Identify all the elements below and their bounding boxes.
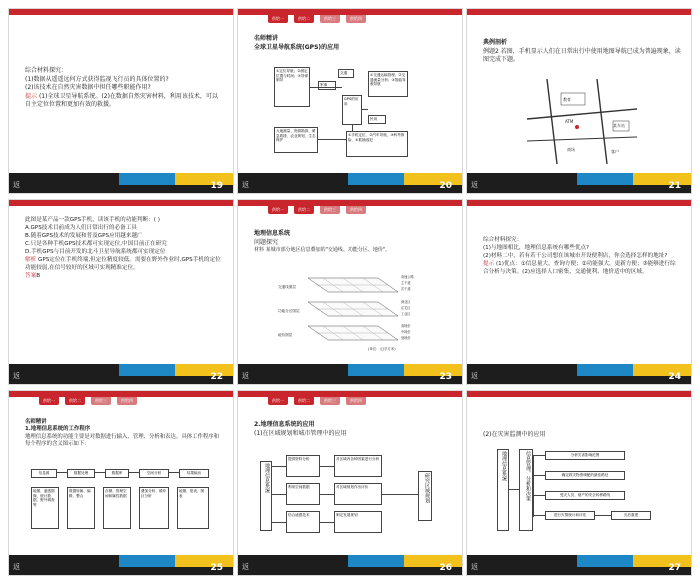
slide-footer [9,173,233,193]
footer-blue-block [119,364,175,376]
footer-blue-block [119,555,175,567]
nav-tab[interactable]: 供给一 [268,15,288,23]
slide-topbar [467,200,691,206]
arrow [272,494,286,495]
arrow [533,455,545,456]
map-label: 客户 [611,149,619,154]
slide-content [25,216,223,360]
diagram-right: 对区域内各种因素进行分析 [334,455,382,477]
page-number: 20 [439,181,452,191]
text-line: 此图是某产品一款GPS手机，读该手机的功能判断：( ) [25,217,160,223]
step-box: 数据处理 [67,469,95,478]
nav-tab[interactable]: 供给三 [91,397,111,405]
street-map [527,79,637,164]
footer-yellow-block [633,555,691,567]
arrow [169,472,179,473]
footer-yellow-block [175,364,233,376]
arrow [129,472,139,473]
slide-footer [238,555,462,575]
arrow [320,466,334,467]
connector [318,139,346,140]
slide-title: 2.地理信息系统的应用 [254,421,315,428]
nav-tab[interactable]: 供给二 [294,397,314,405]
arrow [533,455,534,517]
footer-yellow-block [175,555,233,567]
slide-title: 地理信息系统 [254,230,291,237]
slide-topbar [467,391,691,397]
page-number: 26 [439,563,452,573]
nav-tab[interactable]: 供给二 [294,15,314,23]
back-label[interactable]: 返 [242,372,249,380]
slide-thumbnail-27[interactable] [466,390,692,576]
layer-label: 功能分区图层 [278,309,300,313]
slide-footer [467,364,691,384]
nav-tab[interactable]: 供给一 [39,397,59,405]
step-box: 信息源 [31,469,57,478]
footer-blue-block [577,364,633,376]
answer-label: 答案 [25,273,37,279]
nav-tab[interactable]: 供给一 [268,397,288,405]
page-number: 24 [668,372,681,382]
page-number: 23 [439,372,452,382]
option-b: B.随着GPS技术的发展和普及GPS应用越来越广 [25,233,143,239]
page-number: 25 [210,563,223,573]
diagram-row: 分析灾害影响范围 [545,451,625,460]
slide-topbar [9,9,233,15]
nav-tab[interactable]: 供给二 [65,397,85,405]
back-label[interactable]: 返 [13,181,20,189]
diagram-right: 制定发展规划 [334,511,382,533]
slide-topbar [467,9,691,15]
diagram-mid: 利用空间数据 [286,483,320,505]
legend-item: 工业区 [401,312,411,316]
diagram-box: 交通 [338,69,354,78]
arrow [533,515,545,516]
nav-tab[interactable]: 供给三 [320,206,340,214]
footer-blue-block [348,173,404,185]
slide-thumbnail-22[interactable] [8,199,234,385]
arrow [382,494,418,495]
layer-label: 地价图层 [278,333,293,337]
text-line: (2)该技术在自然灾害数据中担任哪些职能作用? [25,84,151,91]
step-box: 空间分析 [139,469,169,478]
slide-content [25,419,223,551]
note-box: 地图、报表、图表 [177,487,209,529]
slide-subtitle: 1.地理信息系统的工作程序 [25,426,91,433]
slide-subtitle: 全球卫星导航系统(GPS)的应用 [254,43,340,51]
nav-tab[interactable]: 供给四 [117,397,137,405]
back-label[interactable]: 返 [13,372,20,380]
diagram-box: 军事 [318,81,336,90]
slide-subtitle: 问题探究 [254,238,279,246]
note-box: 存储、管理空间和属性数据 [103,487,131,529]
hint [25,93,223,110]
arrow [272,466,286,467]
diagram-right: 灾后重建 [611,511,651,520]
nav-tab[interactable]: 供给一 [268,206,288,214]
slide-thumbnail-23[interactable] [237,199,463,385]
hint-text: (1)优点：①信息量大，查询方便；②功能强大，更新方便；③能够进行综合分析与决策。(2)应选择人口密集、交通便利、地价适中的区域。 [483,261,676,275]
arrow [509,489,519,490]
footer-yellow-block [404,364,462,376]
back-label[interactable]: 返 [471,563,478,571]
nav-tab[interactable]: 供给四 [346,15,366,23]
footer-blue-block [348,364,404,376]
footer-yellow-block [175,173,233,185]
nav-tab[interactable]: 供给四 [346,397,366,405]
slide-footer [467,173,691,193]
slide-footer [9,364,233,384]
note-box: 叠加分析、缓冲区分析 [139,487,169,529]
back-label[interactable]: 返 [471,181,478,189]
footer-yellow-block [633,364,691,376]
step-box: 结果输出 [179,469,209,478]
hint-text: (1)全球卫星导航系统。(2)在数据自然灾害材料，利用该技术，可以自主定位位置和更加有效的救援。 [25,92,218,108]
legend-item: 商业区 [401,300,411,304]
slide-thumbnail-25[interactable] [8,390,234,576]
arrow [95,472,105,473]
arrow [57,472,67,473]
slide-thumbnail-20[interactable] [237,8,463,194]
diagram-right: 对区域规划作出评价 [334,483,382,505]
slide-footer [238,364,462,384]
text-line: (1)与地图相比，地理信息系统有哪些优点? [483,245,589,251]
slide-title: 名师精讲 [25,419,47,425]
footer-blue-block [577,173,633,185]
nav-tabs [268,206,366,214]
diagram-box: 民用 [368,115,386,124]
diagram-mid: 信息管理、分析和决策 [519,449,533,531]
slide-content [25,67,223,169]
slide-subtitle: (2)在灾害监测中的应用 [483,431,546,438]
layer-diagram [278,272,428,352]
footer-yellow-block [404,173,462,185]
arrow [595,515,611,516]
legend-item: 高地价 [401,324,411,328]
legend-item: 次干道 [401,287,411,291]
option-d: D.手机GPS与目前开发的北斗卫星导航系统都可实现定位 [25,249,166,255]
arrow [320,522,334,523]
slide-content [483,236,681,360]
text-line: (2)材料二中，若有若干公司想在该城市开设便利店，你会选择怎样的地址? [483,253,668,259]
back-label[interactable]: 返 [242,563,249,571]
nav-tab[interactable]: 供给四 [346,206,366,214]
slide-thumbnail-19[interactable] [8,8,234,194]
diagram-left: 地理信息系统 [497,449,509,531]
map-label: 商场 [567,147,575,152]
description: 地理信息系统的功能主要是对数据进行输入、管理、分析和表达。具体工作程序和每个程序的含义图示如下: [25,433,220,448]
diagram-mid: 提供资料分析 [286,455,320,477]
nav-tabs [39,397,137,405]
diagram-row: 进行灾情统计和评估 [545,511,595,520]
legend-item: 中地价 [401,330,411,334]
map-label: 某车站 [613,123,625,128]
connector [362,109,368,110]
back-label[interactable]: 返 [13,563,20,571]
legend-item: 住宅区 [401,306,411,310]
text-line: 综合材料探究： [25,67,68,74]
slide-thumbnail-24[interactable] [466,199,692,385]
arrow [533,475,545,476]
diagram-box: ①手机定位、②汽车导航、③科考探险、④抓捕逃犯 [346,131,408,157]
diagram-row: 确定救灾物资调配的最佳路径 [545,471,625,480]
question-text: 例题2 若图，手机显示人们在日常出行中使用地图导航已成为普遍现象，读图完成下题。 [483,47,681,63]
back-label[interactable]: 返 [242,181,249,189]
slide-title: 典例剖析 [483,39,508,46]
text-line: (1)数据从遥遥远何方式获得监视飞行员的具体位置的? [25,75,169,83]
diagram-left: 地理信息系统 [260,461,272,531]
answer [25,272,223,280]
footer-blue-block [577,555,633,567]
option-a: A.GPS技术目前成为人们日常出行的必备工具 [25,225,137,231]
legend-item: 主干道 [401,281,411,285]
analysis [25,256,223,272]
diagram-box: ①定位导航；②测定位置与时间；③导弹制导 [274,67,310,107]
footer-yellow-block [633,173,691,185]
nav-tab[interactable]: 供给二 [294,206,314,214]
answer-text: B [36,273,41,279]
diagram-center: GPS的应用 [342,95,362,125]
slide-footer [9,555,233,575]
slide-title: 名师精讲 [254,35,279,42]
slide-footer [467,555,691,575]
slide-thumbnail-21[interactable] [466,8,692,194]
nav-tabs [268,15,366,23]
note-box: 数据转换、编辑、整合 [67,487,95,529]
option-c: C.只是各种手机GPS技术都可实现定位,中国目前正在研究 [25,241,167,247]
arrow [272,522,286,523]
page-number: 22 [210,372,223,382]
page-number: 27 [668,563,681,573]
diagram-end: 研究区域规划 [418,471,432,521]
arrow [533,495,545,496]
back-label[interactable]: 返 [471,372,478,380]
arrow [320,494,334,495]
connector [310,87,342,88]
map-label: 教育 [563,97,571,102]
analysis-label: 解析 [25,257,37,263]
note-box: 地图、遥感图像、统计数据、野外调查等 [31,487,59,529]
diagram-caption: (单位：元/平方米) [368,347,396,351]
diagram-row: 受灾人员、财产的安全转移路线 [545,491,625,500]
slide-subtitle: (1)在区域规划和城市管理中的应用 [254,429,347,437]
hint-label: 提示 [25,92,38,100]
diagram-mid: 结合遥感技术 [286,511,320,533]
hint-label: 提示 [483,261,495,267]
slide-thumbnail-26[interactable] [237,390,463,576]
material-text: 材料 某城市部分地区信息叠加的"交通线、功能分区、地价"。 [254,247,391,253]
diagram-box: ①交通运输管理；②交通流量分析；③智能驾驶导航 [368,71,408,97]
footer-yellow-block [404,555,462,567]
legend-item: 高速公路 [401,275,414,279]
map-label: ATM [565,119,574,124]
nav-tab[interactable]: 供给三 [320,397,340,405]
footer-blue-block [348,555,404,567]
legend-item: 低地价 [401,336,411,340]
slide-footer [238,173,462,193]
footer-blue-block [119,173,175,185]
nav-tab[interactable]: 供给三 [320,15,340,23]
step-box: 数据库 [105,469,129,478]
hint [483,260,681,276]
analysis-text: GPS定位在手机终端,但定位精度较低。需要在野外作业时,GPS手机的定位功能较弱,在信号较好的区域可实现精准定位。 [25,257,221,271]
page-number: 19 [210,181,223,191]
page-number: 21 [668,181,681,191]
layer-label: 交通线图层 [278,285,296,289]
slide-topbar [9,200,233,206]
text-line: 综合材料探究： [483,237,523,243]
diagram-box: 大地测量、资源勘探、紧急救援、农业规划、生态保护 [274,127,318,153]
connector [352,125,353,131]
nav-tabs [268,397,366,405]
